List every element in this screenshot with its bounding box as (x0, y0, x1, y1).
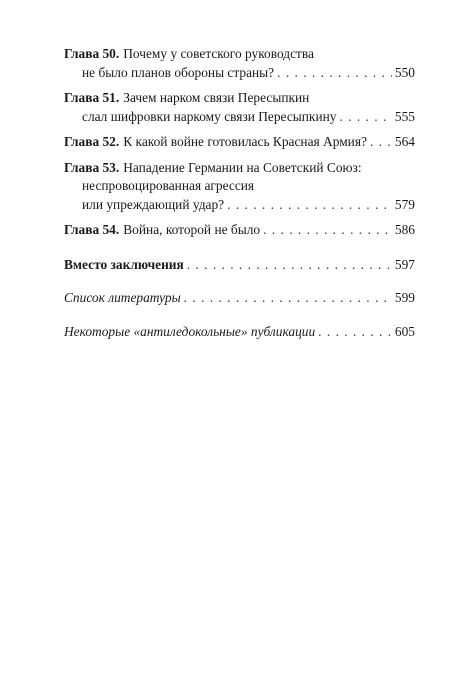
page-number: 599 (394, 290, 415, 305)
toc-entry-chapter-50[interactable] (64, 46, 415, 83)
toc-entry-chapter-53[interactable] (64, 160, 415, 216)
dot-leader (339, 109, 391, 125)
dot-leader (187, 257, 392, 273)
dot-leader (370, 134, 392, 150)
page-number: 579 (394, 196, 415, 212)
page-number: 564 (394, 134, 415, 149)
dot-leader (318, 324, 392, 340)
toc-entry-conclusion[interactable] (64, 257, 415, 276)
chapter-label: Глава 50. (64, 46, 120, 61)
chapter-title-line: не было планов обороны страны? (82, 64, 275, 80)
toc-entry-bibliography[interactable] (64, 290, 415, 309)
chapter-title-line: неспровоцированная агрессия (82, 178, 255, 193)
table-of-contents (64, 46, 415, 342)
page-number: 605 (394, 323, 415, 339)
chapter-title-line: Война, которой не было (123, 222, 261, 237)
page-number: 555 (394, 108, 415, 124)
dot-leader (184, 290, 392, 306)
dot-leader (227, 197, 392, 213)
page-number: 550 (394, 64, 415, 80)
toc-entry-chapter-52[interactable] (64, 134, 415, 153)
toc-entry-publications[interactable] (64, 324, 415, 343)
chapter-title-line: Зачем нарком связи Пересыпкин (123, 90, 310, 105)
chapter-label: Глава 51. (64, 90, 120, 105)
dot-leader (277, 65, 392, 81)
chapter-title-line: К какой войне готовилась Красная Армия? (123, 134, 367, 149)
toc-entry-chapter-51[interactable] (64, 90, 415, 127)
chapter-title-line: или упреждающий удар? (82, 196, 225, 212)
section-title: Некоторые «антиледокольные» публикации (64, 323, 316, 339)
page-number: 586 (394, 222, 415, 237)
chapter-label: Глава 52. (64, 134, 120, 149)
chapter-title-line: Почему у советского руководства (123, 46, 314, 61)
section-title: Вместо заключения (64, 256, 184, 272)
section-title: Список литературы (64, 290, 181, 305)
toc-entry-chapter-54[interactable] (64, 222, 415, 241)
dot-leader (263, 222, 392, 238)
chapter-label: Глава 54. (64, 222, 120, 237)
page-number: 597 (394, 256, 415, 272)
chapter-title-line: Нападение Германии на Советский Союз: (123, 159, 362, 175)
chapter-title-line: слал шифровки наркому связи Пересыпкину (82, 108, 337, 124)
chapter-label: Глава 53. (64, 159, 120, 175)
